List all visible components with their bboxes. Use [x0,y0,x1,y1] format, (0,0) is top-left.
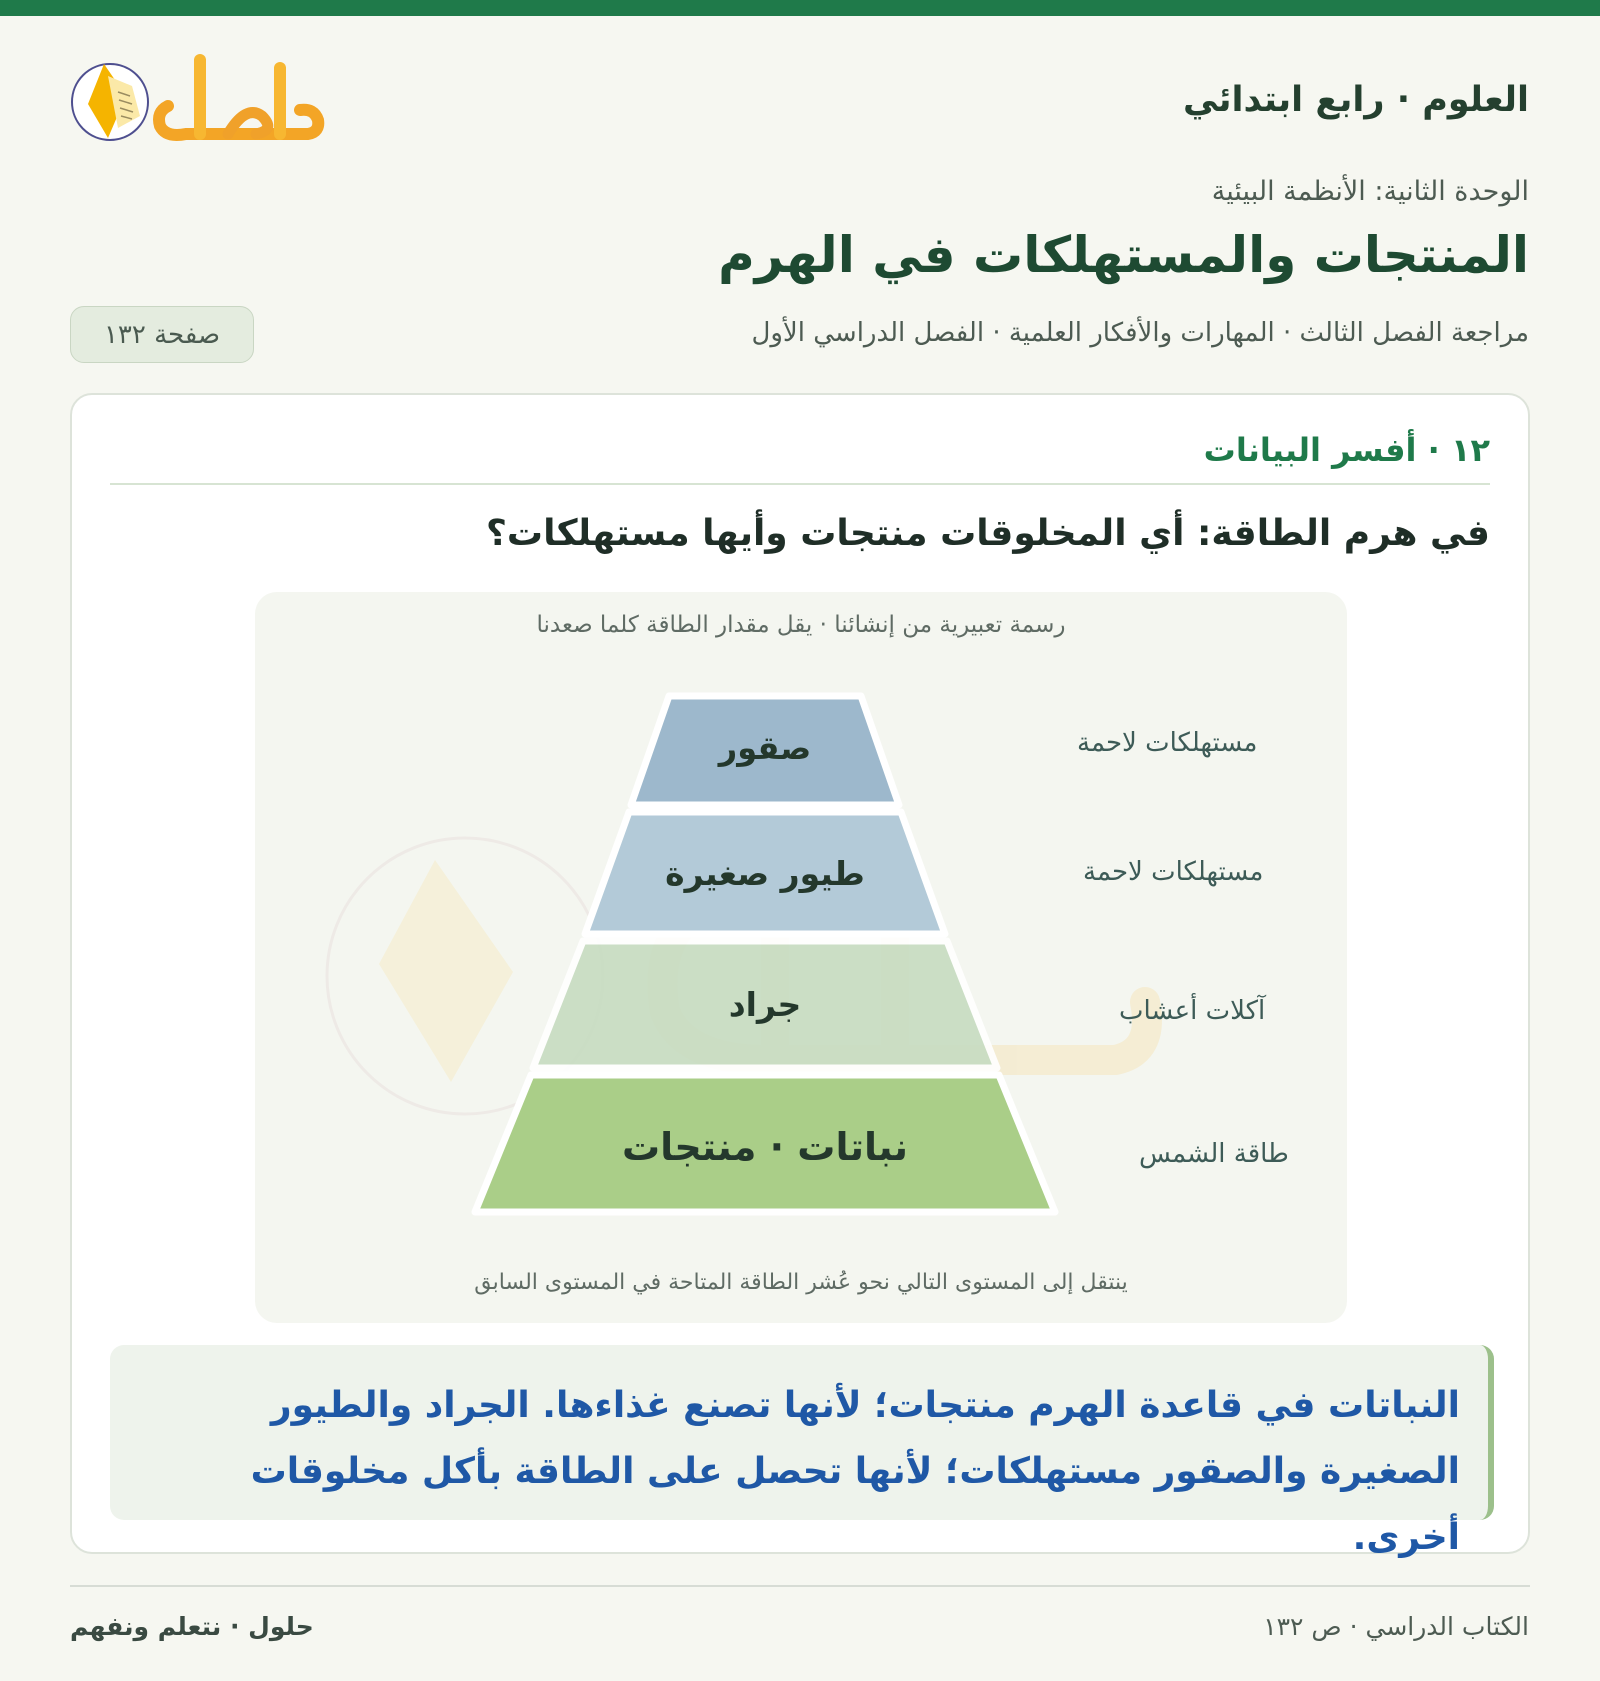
subject-grade-title: العلوم · رابع ابتدائي [1182,80,1529,120]
diagram-caption-top: رسمة تعبيرية من إنشائنا · يقل مقدار الطاقة كلما صعدنا [536,612,1066,638]
pyramid-graphic [255,592,1347,1323]
page-title: المنتجات والمستهلكات في الهرم [718,226,1529,284]
question-card [70,393,1530,1558]
answer-text: النباتات في قاعدة الهرم منتجات؛ لأنها تصنع غذاءها. الجراد والطيور الصغيرة والصقور مستهلكات؛ لأنها تحصل على الطاقة بأكل مخلوقات أخرى. [250,1385,1460,1558]
logo-wordmark [159,60,318,135]
diagram-caption-bottom: ينتقل إلى المستوى التالي نحو عُشر الطاقة المتاحة في المستوى السابق [474,1270,1128,1295]
footer-page-reference: الكتاب الدراسي · ص ١٣٢ [1263,1612,1529,1641]
unit-title: الوحدة الثانية: الأنظمة البيئية [1211,176,1529,207]
footer-divider [70,1585,1530,1587]
page-number-badge: صفحة ١٣٢ [70,306,254,363]
side-label-hawks: مستهلكات لاحمة [1077,728,1258,758]
footer-brand: حلول · نتعلم ونفهم [70,1612,314,1641]
logo-book-icon [72,64,148,140]
side-label-small-birds: مستهلكات لاحمة [1083,857,1264,887]
breadcrumb: مراجعة الفصل الثالث · المهارات والأفكار العلمية · الفصل الدراسي الأول [751,318,1529,348]
top-accent-bar [0,0,1600,16]
energy-pyramid-diagram: رسمة تعبيرية من إنشائنا · يقل مقدار الطاقة كلما صعدنا صقور طيور صغيرة جراد نباتات · منتجات مستهلكات لاحمة مستهلكات لاحمة آكلات أعشاب طاقة الشمس ينتقل إلى المستوى التالي نحو عُشر الطاقة المتاحة في المستوى السابق [255,592,1347,1323]
answer-box [110,1345,1494,1558]
side-label-plants: طاقة الشمس [1139,1139,1289,1169]
hulul-logo[interactable] [68,46,338,156]
question-text: في هرم الطاقة: أي المخلوقات منتجات وأيها مستهلكات؟ [486,513,1490,554]
section-divider [110,483,1490,485]
section-heading: ١٢ · أفسر البيانات [1203,431,1490,469]
side-label-locusts: آكلات أعشاب [1119,996,1266,1026]
